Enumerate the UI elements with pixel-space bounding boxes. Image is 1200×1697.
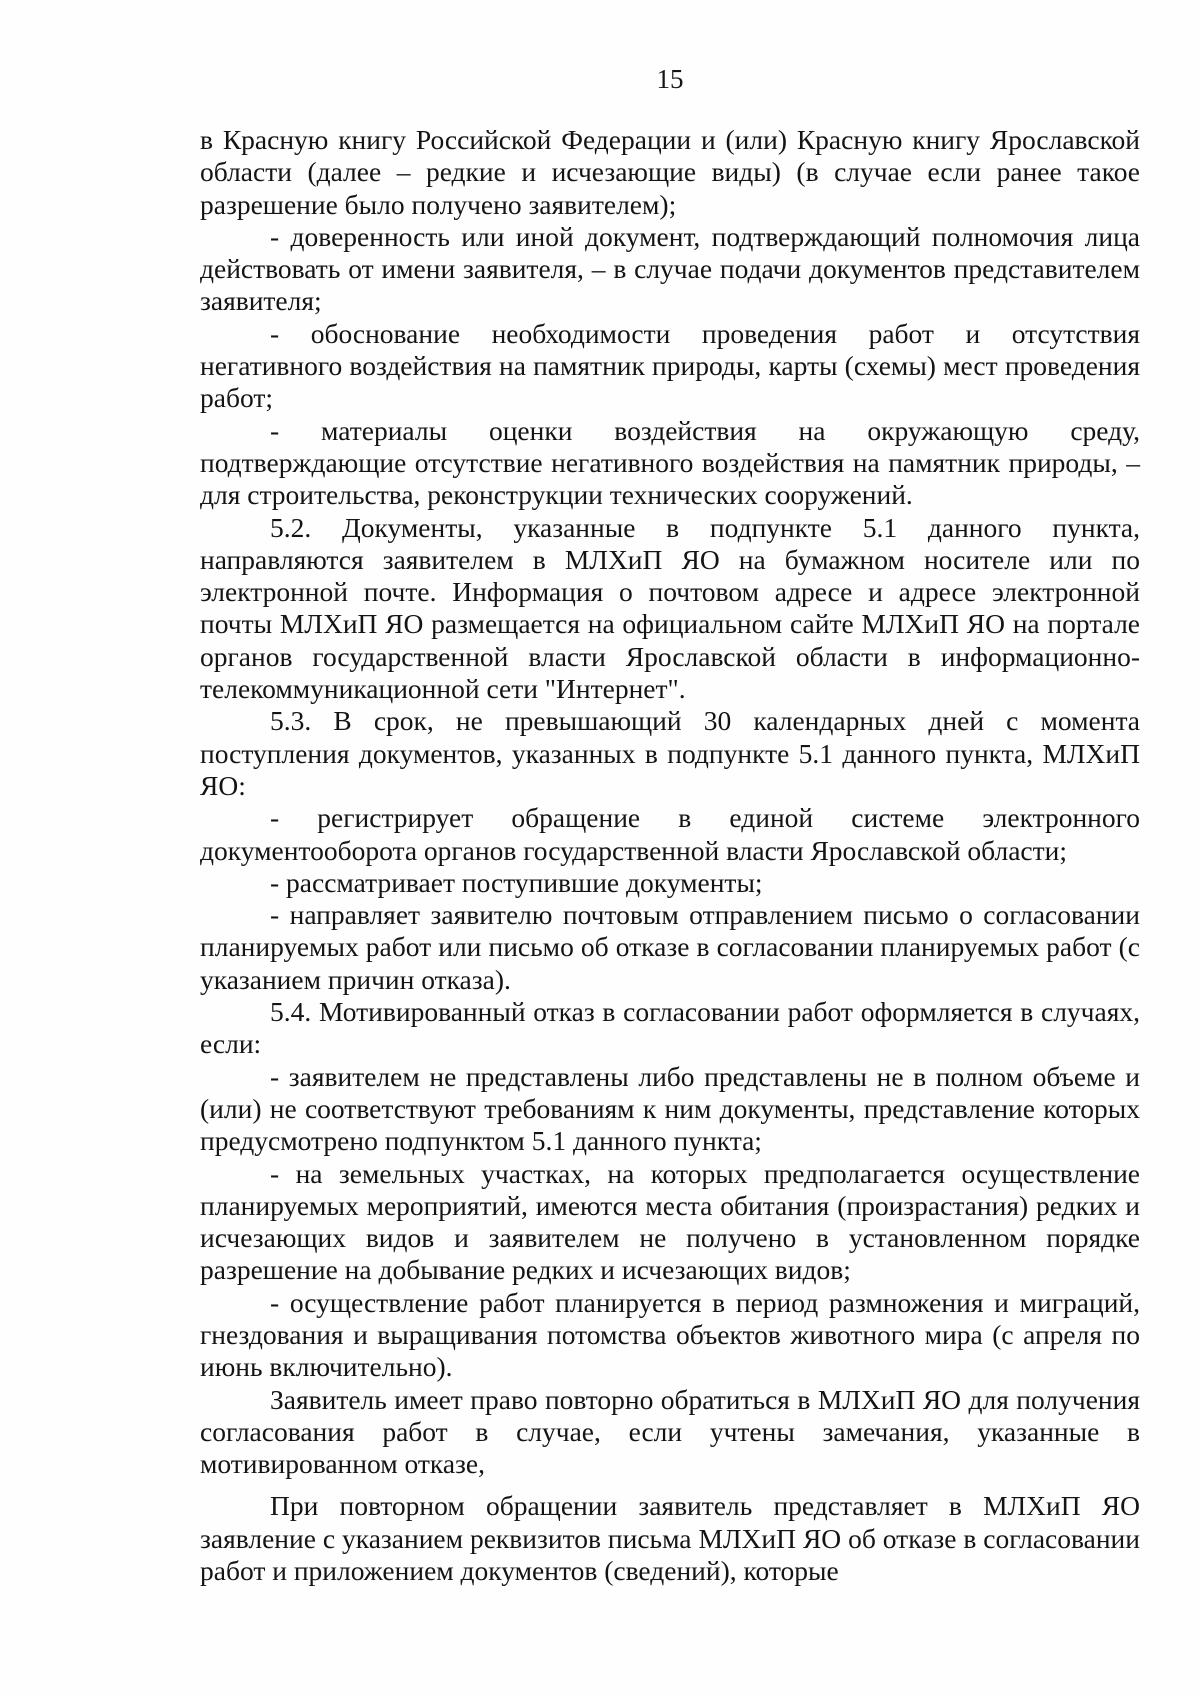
paragraph: - на земельных участках, на которых предполагается осуществление планируемых мероприятий, имеются места обитания (произрастания) редких и исчезающих видов и заявителем не получено в установленном порядке разрешение на добывание редких и исчезающих видов; [200, 1157, 1140, 1286]
paragraph: - доверенность или иной документ, подтверждающий полномочия лица действовать от имени заявителя, – в случае подачи документов представителем заявителя; [200, 220, 1140, 317]
paragraph: - обоснование необходимости проведения работ и отсутствия негативного воздействия на памятник природы, карты (схемы) мест проведения работ; [200, 317, 1140, 414]
paragraph: в Красную книгу Российской Федерации и (или) Красную книгу Ярославской области (далее – редкие и исчезающие виды) (в случае если ранее такое разрешение было получено заявителем); [200, 124, 1140, 220]
paragraph: При повторном обращении заявитель представляет в МЛХиП ЯО заявление с указанием реквизитов письма МЛХиП ЯО об отказе в согласовании работ и приложением документов (сведений), которые [200, 1490, 1140, 1587]
paragraph: 5.2. Документы, указанные в подпункте 5.1 данного пункта, направляются заявителем в МЛХиП ЯО на бумажном носителе или по электронной почте. Информация о почтовом адресе и адресе электронной почты МЛХиП ЯО размещается на официальном сайте МЛХиП ЯО на портале органов государственной власти Ярославской области в информационно-телекоммуникационной сети "Интернет". [200, 511, 1140, 705]
paragraph: - материалы оценки воздействия на окружающую среду, подтверждающие отсутствие негативного воздействия на памятник природы, – для строительства, реконструкции технических сооружений. [200, 414, 1140, 511]
paragraph: - рассматривает поступившие документы; [270, 866, 763, 898]
paragraph: Заявитель имеет право повторно обратиться в МЛХиП ЯО для получения согласования работ в случае, если учтены замечания, указанные в мотивированном отказе, [200, 1383, 1140, 1480]
paragraph: - заявителем не представлены либо представлены не в полном объеме и (или) не соответствуют требованиям к ним документы, представление которых предусмотрено подпунктом 5.1 данного пункта; [200, 1060, 1140, 1157]
paragraph: - регистрирует обращение в единой системе электронного документооборота органов государственной власти Ярославской области; [200, 802, 1140, 866]
document-body [200, 124, 1140, 1587]
paragraph: 5.3. В срок, не превышающий 30 календарных дней с момента поступления документов, указанных в подпункте 5.1 данного пункта, МЛХиП ЯО: [200, 705, 1140, 801]
paragraph: 5.4. Мотивированный отказ в согласовании работ оформляется в случаях, если: [200, 996, 1140, 1060]
paragraph: - направляет заявителю почтовым отправлением письмо о согласовании планируемых работ или письмо об отказе в согласовании планируемых работ (с указанием причин отказа). [200, 899, 1140, 995]
paragraph: - осуществление работ планируется в период размножения и миграций, гнездования и выращивания потомства объектов животного мира (с апреля по июнь включительно). [200, 1286, 1140, 1383]
page-number: 15 [656, 64, 684, 94]
